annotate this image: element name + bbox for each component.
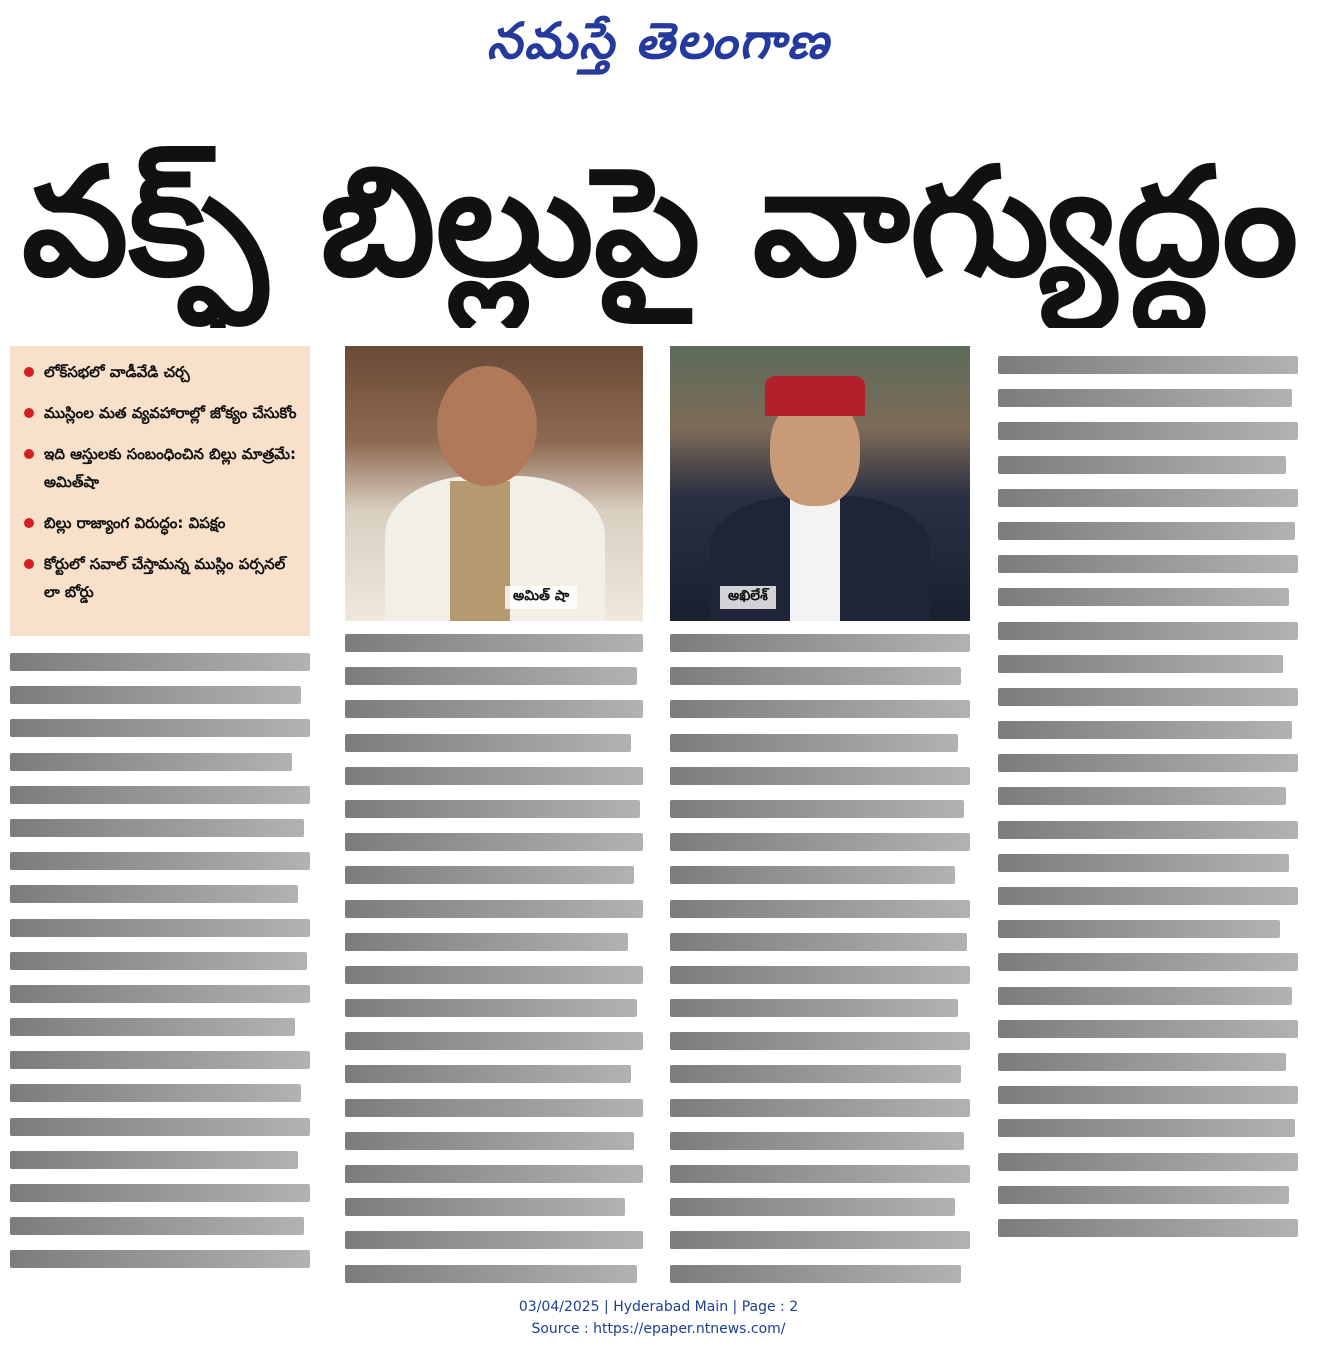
highlight-item: లోక్‌సభలో వాడీవేడి చర్చ	[20, 358, 300, 386]
photo-caption: అమిత్ షా	[505, 586, 577, 609]
bullet-icon	[24, 559, 34, 569]
article-column-4	[998, 356, 1298, 1252]
article-column-1	[10, 653, 310, 1284]
photo-caption: అఖిలేశ్	[720, 586, 776, 609]
article-column-3	[670, 634, 970, 1298]
bullet-icon	[24, 408, 34, 418]
page-footer	[0, 1296, 1317, 1340]
bullet-icon	[24, 367, 34, 377]
highlights-box	[10, 346, 310, 636]
highlight-item: బిల్లు రాజ్యాంగ విరుద్ధం: విపక్షం	[20, 509, 300, 537]
bullet-icon	[24, 518, 34, 528]
masthead-logo: నమస్తే తెలంగాణ	[486, 12, 831, 70]
highlight-item: ముస్లింల మత వ్యవహారాల్లో జోక్యం చేసుకోం	[20, 399, 300, 427]
highlight-item: ఇది ఆస్తులకు సంబంధించిన బిల్లు మాత్రమే: అమిత్‌షా	[20, 440, 300, 496]
source-link[interactable]: Source : https://epaper.ntnews.com/	[531, 1321, 786, 1337]
bullet-icon	[24, 449, 34, 459]
article-column-2	[345, 634, 643, 1298]
highlight-item: కోర్టులో సవాల్ చేస్తామన్న ముస్లిం పర్సనల్ లా బోర్డు	[20, 550, 300, 606]
headline: వక్ఫ్ బిల్లుపై వాగ్యుద్ధం	[21, 136, 1299, 310]
photo-amit-shah	[345, 346, 643, 621]
edition-line: 03/04/2025 | Hyderabad Main | Page : 2	[518, 1299, 799, 1315]
photo-akhilesh	[670, 346, 970, 621]
